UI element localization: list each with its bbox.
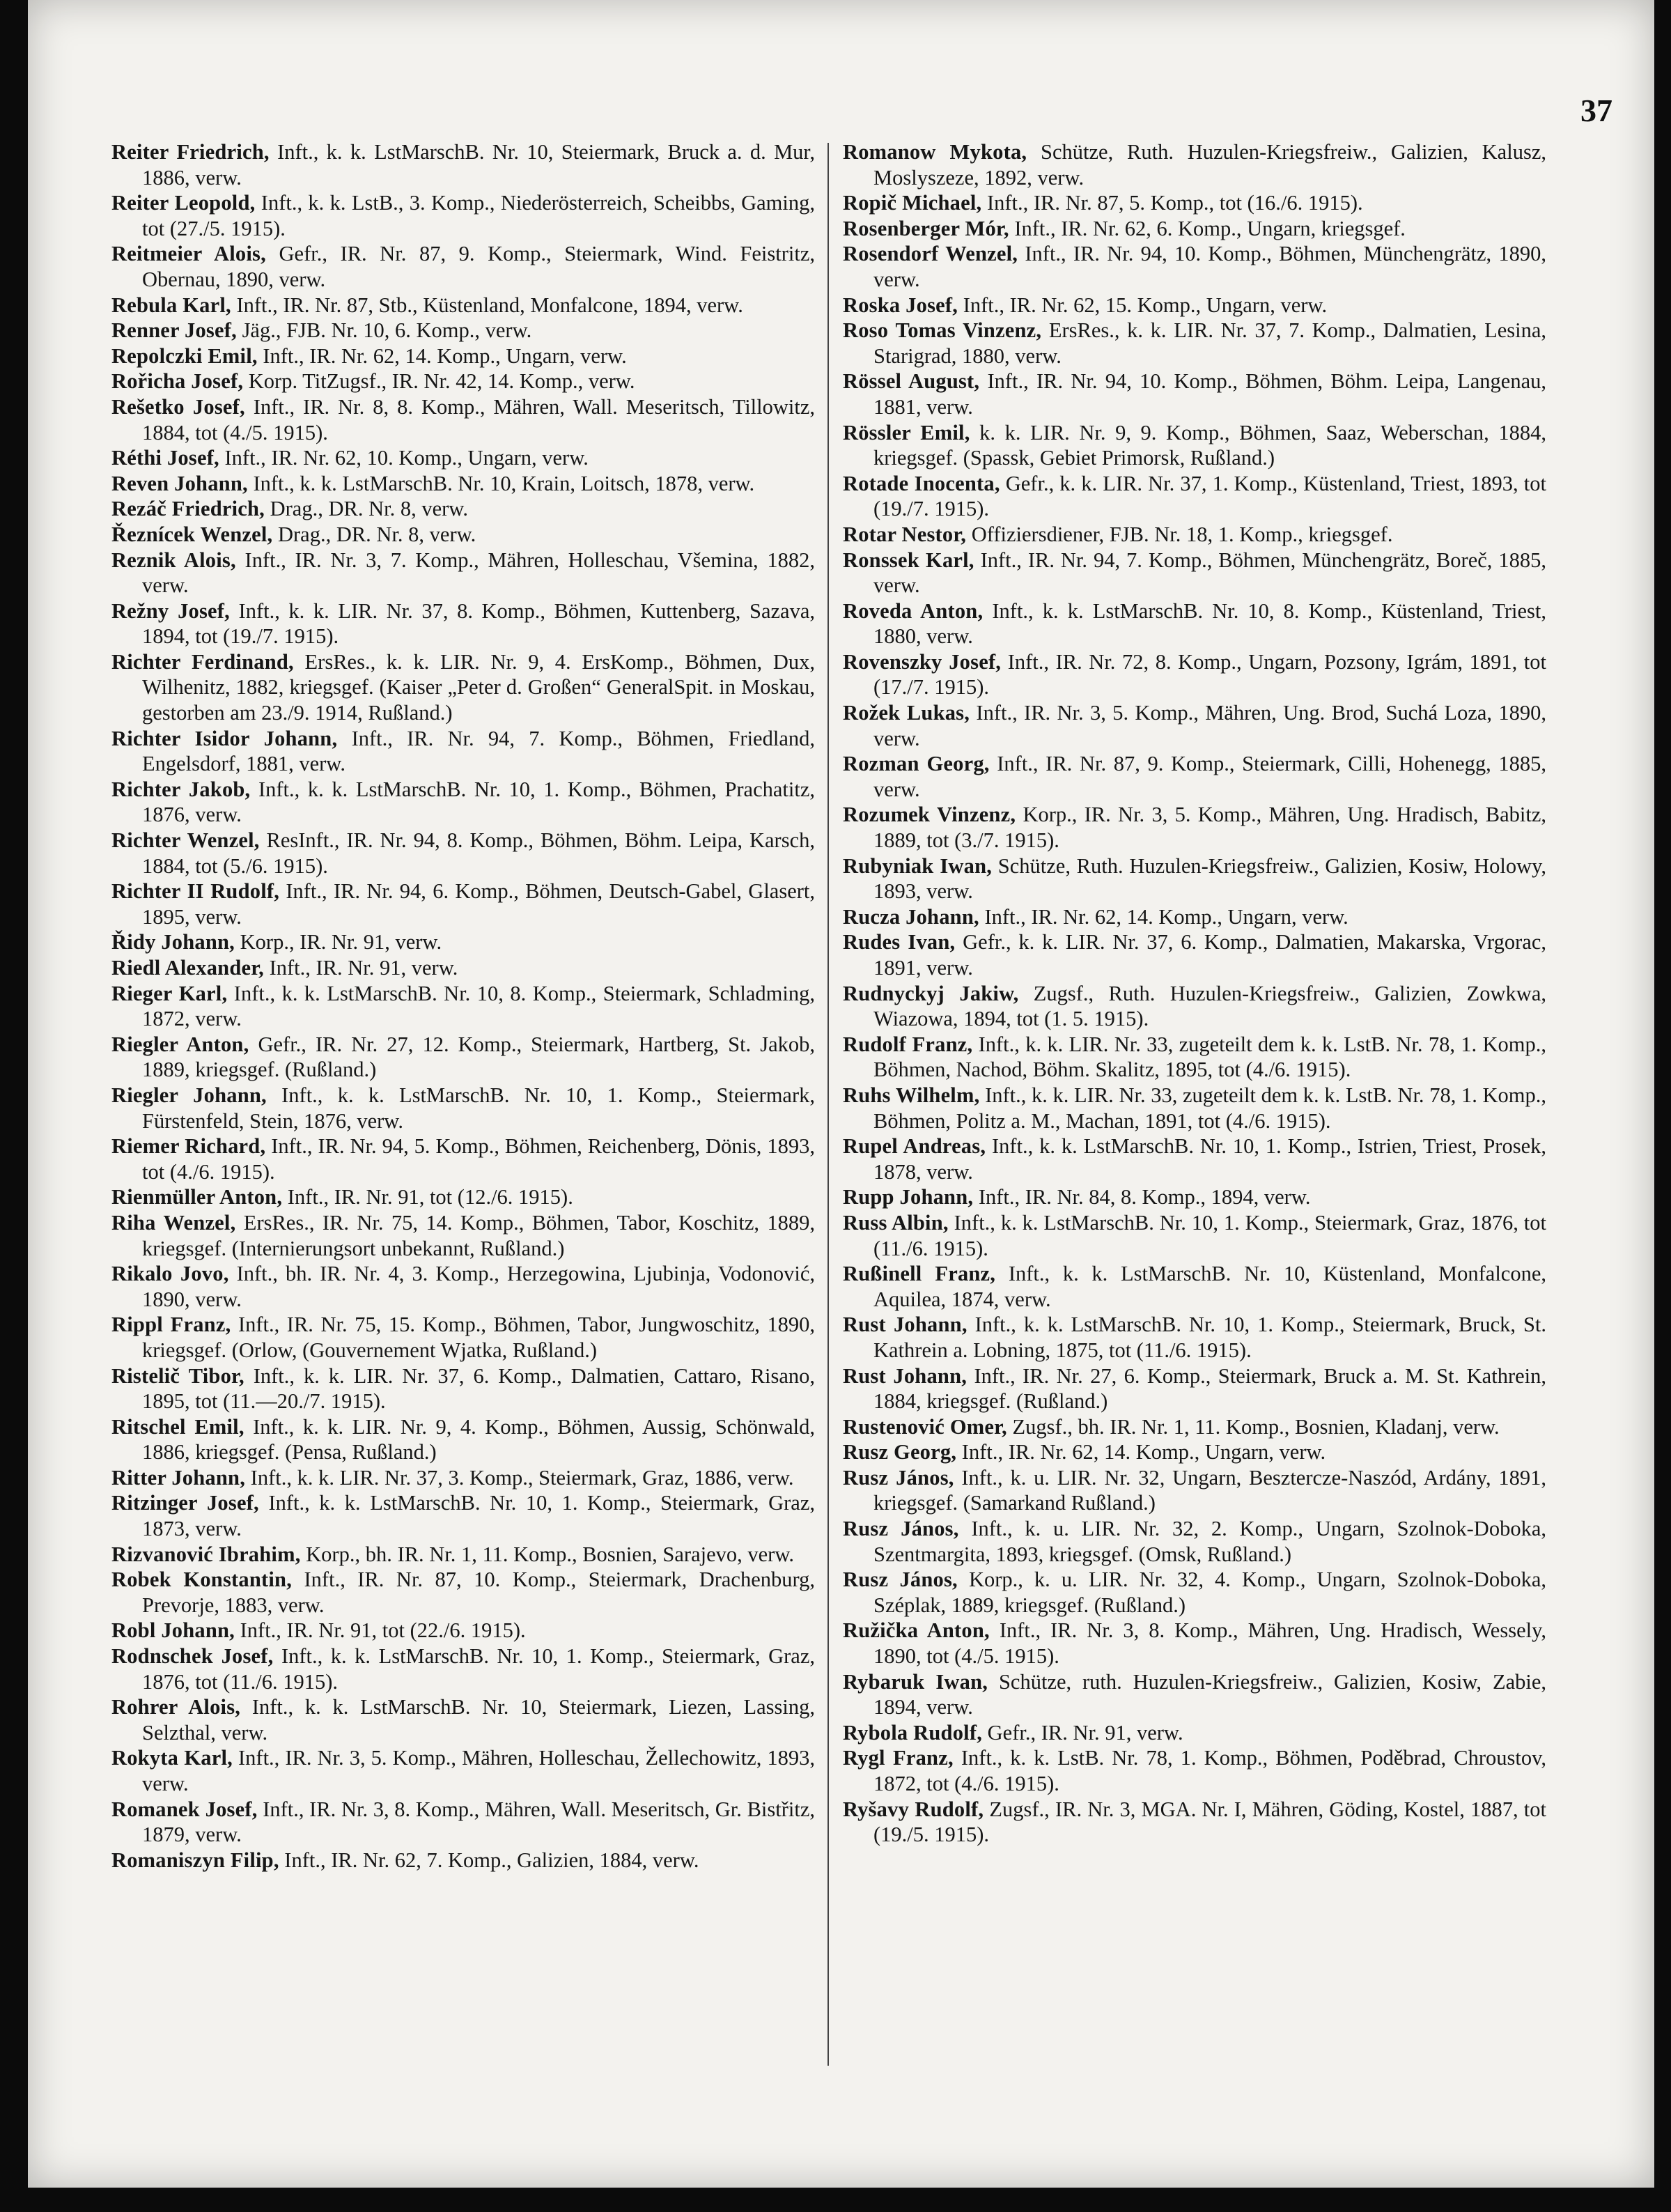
- entry-details: ErsRes., IR. Nr. 75, 14. Komp., Böhmen, Tabor, Koschitz, 1889, kriegsgef. (Internierungsort unbekannt, Rußland.): [142, 1210, 815, 1260]
- entry-details: Drag., DR. Nr. 8, verw.: [265, 497, 468, 521]
- entry-name: Rippl Franz,: [111, 1313, 231, 1337]
- casualty-entry: [111, 139, 815, 190]
- entry-details: Inft., IR. Nr. 62, 10. Komp., Ungarn, verw.: [219, 446, 589, 470]
- left-column: [111, 139, 815, 1873]
- casualty-entry: [111, 496, 815, 522]
- entry-name: Rikalo Jovo,: [111, 1262, 229, 1286]
- entry-name: Robl Johann,: [111, 1618, 235, 1643]
- casualty-entry: [843, 471, 1546, 522]
- entry-name: Rosendorf Wenzel,: [843, 242, 1018, 266]
- entry-details: Inft., k. k. LIR. Nr. 33, zugeteilt dem k. k. LstB. Nr. 78, 1. Komp., Böhmen, Politz a. M., Machan, 1891, tot (4./6. 1915).: [873, 1083, 1546, 1133]
- casualty-entry: [111, 1745, 815, 1796]
- casualty-entry: [111, 1465, 815, 1491]
- casualty-entry: [843, 190, 1546, 216]
- casualty-entry: [843, 1797, 1546, 1848]
- entry-name: Ružička Anton,: [843, 1618, 990, 1643]
- column-divider: [827, 143, 829, 2066]
- entry-name: Rustenović Omer,: [843, 1414, 1007, 1439]
- entry-details: Schütze, Ruth. Huzulen-Kriegsfreiw., Galizien, Kalusz, Moslyszeze, 1892, verw.: [873, 140, 1546, 190]
- casualty-entry: [843, 548, 1546, 598]
- entry-name: Romanow Mykota,: [843, 140, 1027, 164]
- entry-name: Riegler Johann,: [111, 1083, 267, 1107]
- entry-name: Roso Tomas Vinzenz,: [843, 318, 1042, 343]
- entry-name: Rebula Karl,: [111, 293, 231, 317]
- entry-details: Inft., IR. Nr. 62, 14. Komp., Ungarn, verw.: [979, 904, 1349, 929]
- entry-name: Rořicha Josef,: [111, 369, 244, 394]
- casualty-entry: [843, 318, 1546, 369]
- entry-details: Gefr., IR. Nr. 87, 9. Komp., Steiermark, Wind. Feistritz, Obernau, 1890, verw.: [142, 242, 815, 291]
- entry-details: Korp., IR. Nr. 3, 5. Komp., Mähren, Ung. Hradisch, Babitz, 1889, tot (3./7. 1915).: [873, 803, 1546, 853]
- entry-name: Rußinell Franz,: [843, 1262, 996, 1286]
- casualty-entry: [843, 929, 1546, 980]
- entry-name: Roveda Anton,: [843, 598, 984, 623]
- casualty-entry: [111, 1261, 815, 1312]
- entry-name: Rybaruk Iwan,: [843, 1669, 988, 1694]
- entry-details: Inft., k. k. LstMarschB. Nr. 10, 1. Komp., Steiermark, Graz, 1876, tot (11./6. 1915).: [873, 1210, 1546, 1260]
- entry-details: Inft., IR. Nr. 91, tot (22./6. 1915).: [235, 1618, 526, 1643]
- entry-details: Inft., k. k. LstMarschB. Nr. 10, 1. Komp., Steiermark, Fürstenfeld, Stein, 1876, verw.: [142, 1083, 815, 1133]
- casualty-entry: [111, 445, 815, 471]
- entry-details: Inft., IR. Nr. 91, tot (12./6. 1915).: [282, 1185, 573, 1209]
- entry-name: Reitmeier Alois,: [111, 242, 266, 266]
- entry-name: Romaniszyn Filip,: [111, 1848, 279, 1872]
- entry-details: Inft., IR. Nr. 87, Stb., Küstenland, Monfalcone, 1894, verw.: [231, 293, 743, 317]
- casualty-entry: [843, 1745, 1546, 1796]
- entry-details: Inft., IR. Nr. 94, 7. Komp., Böhmen, Friedland, Engelsdorf, 1881, verw.: [142, 726, 815, 776]
- casualty-entry: [843, 369, 1546, 419]
- entry-name: Réthi Josef,: [111, 446, 219, 470]
- entry-details: Inft., IR. Nr. 27, 6. Komp., Steiermark, Bruck a. M. St. Kathrein, 1884, kriegsgef. (Rußland.): [873, 1363, 1546, 1414]
- entry-details: Jäg., FJB. Nr. 10, 6. Komp., verw.: [236, 318, 532, 343]
- entry-name: Rygl Franz,: [843, 1746, 954, 1770]
- casualty-entry: [843, 1618, 1546, 1669]
- entry-details: Gefr., IR. Nr. 91, verw.: [982, 1720, 1183, 1745]
- entry-name: Robek Konstantin,: [111, 1568, 293, 1592]
- entry-details: Inft., k. k. LstB., 3. Komp., Niederösterreich, Scheibbs, Gaming, tot (27./5. 1915).: [142, 191, 815, 240]
- entry-details: Inft., k. k. LstMarschB. Nr. 10, 1. Komp., Böhmen, Prachatitz, 1876, verw.: [142, 777, 816, 827]
- entry-name: Rožek Lukas,: [843, 701, 970, 725]
- entry-details: ResInft., IR. Nr. 94, 8. Komp., Böhmen, Böhm. Leipa, Karsch, 1884, tot (5./6. 1915).: [142, 828, 815, 878]
- casualty-entry: [111, 318, 815, 343]
- casualty-entry: [843, 1312, 1546, 1363]
- entry-details: Inft., IR. Nr. 62, 15. Komp., Ungarn, verw.: [958, 293, 1328, 317]
- entry-details: Inft., IR. Nr. 62, 7. Komp., Galizien, 1884, verw.: [279, 1848, 699, 1872]
- entry-details: Inft., k. k. LstMarschB. Nr. 10, Steiermark, Bruck a. d. Mur, 1886, verw.: [142, 140, 815, 190]
- entry-name: Rucza Johann,: [843, 904, 979, 929]
- entry-details: Inft., IR. Nr. 94, 5. Komp., Böhmen, Reichenberg, Dönis, 1893, tot (4./6. 1915).: [142, 1134, 815, 1184]
- casualty-entry: [843, 1567, 1546, 1618]
- entry-name: Řeznícek Wenzel,: [111, 522, 273, 546]
- entry-details: Inft., k. k. LstMarschB. Nr. 10, 1. Komp., Steiermark, Graz, 1876, tot (11./6. 1915).: [142, 1644, 815, 1694]
- entry-details: Inft., k. k. LIR. Nr. 33, zugeteilt dem k. k. LstB. Nr. 78, 1. Komp., Böhmen, Nachod, Böhm. Skalitz, 1895, tot (4./6. 1915).: [873, 1032, 1546, 1082]
- entry-name: Renner Josef,: [111, 318, 237, 343]
- casualty-entry: [111, 1083, 815, 1134]
- right-column: [843, 139, 1546, 1848]
- entry-name: Rössel August,: [843, 369, 980, 394]
- entry-name: Ronssek Karl,: [843, 548, 974, 572]
- casualty-entry: [843, 1083, 1546, 1134]
- entry-name: Rudolf Franz,: [843, 1032, 973, 1056]
- entry-name: Richter Isidor Johann,: [111, 726, 338, 750]
- entry-details: Inft., IR. Nr. 62, 14. Komp., Ungarn, verw.: [956, 1440, 1326, 1464]
- entry-details: Inft., k. u. LIR. Nr. 32, Ungarn, Besztercze-Naszód, Ardány, 1891, kriegsgef. (Samarkand Rußland.): [873, 1465, 1546, 1515]
- entry-name: Ryšavy Rudolf,: [843, 1797, 984, 1821]
- entry-name: Řidy Johann,: [111, 930, 235, 954]
- casualty-entry: [111, 1210, 815, 1261]
- entry-name: Rozumek Vinzenz,: [843, 803, 1016, 827]
- entry-name: Reznik Alois,: [111, 548, 236, 572]
- casualty-entry: [111, 190, 815, 241]
- casualty-entry: [111, 1542, 815, 1568]
- entry-name: Riegler Anton,: [111, 1032, 249, 1056]
- entry-details: Inft., bh. IR. Nr. 4, 3. Komp., Herzegowina, Ljubinja, Vodonović, 1890, verw.: [142, 1262, 815, 1311]
- entry-name: Russ Albin,: [843, 1210, 949, 1235]
- casualty-entry: [111, 343, 815, 369]
- casualty-entry: [111, 1363, 815, 1414]
- entry-details: Inft., k. k. LstMarschB. Nr. 10, 8. Komp., Küstenland, Triest, 1880, verw.: [873, 598, 1546, 649]
- entry-name: Rybola Rudolf,: [843, 1720, 983, 1745]
- entry-details: Inft., IR. Nr. 91, verw.: [263, 956, 458, 980]
- casualty-entry: [843, 522, 1546, 548]
- casualty-entry: [843, 293, 1546, 318]
- casualty-entry: [843, 1184, 1546, 1210]
- entry-name: Rotar Nestor,: [843, 522, 967, 546]
- entry-name: Richter Wenzel,: [111, 828, 260, 853]
- entry-details: Inft., k. k. LstB. Nr. 78, 1. Komp., Böhmen, Poděbrad, Chroustov, 1872, tot (4./6. 1915).: [873, 1746, 1547, 1795]
- entry-name: Rupp Johann,: [843, 1185, 974, 1209]
- entry-details: Inft., IR. Nr. 62, 14. Komp., Ungarn, verw.: [257, 343, 627, 368]
- casualty-entry: [111, 1032, 815, 1083]
- entry-details: Inft., IR. Nr. 8, 8. Komp., Mähren, Wall. Meseritsch, Tillowitz, 1884, tot (4./5. 1915).: [142, 394, 816, 444]
- casualty-entry: [843, 216, 1546, 242]
- entry-name: Ruhs Wilhelm,: [843, 1083, 980, 1107]
- entry-details: Gefr., k. k. LIR. Nr. 37, 6. Komp., Dalmatien, Makarska, Vrgorac, 1891, verw.: [873, 930, 1546, 980]
- casualty-entry: [111, 1414, 815, 1465]
- entry-name: Riha Wenzel,: [111, 1210, 236, 1235]
- casualty-entry: [843, 1414, 1546, 1440]
- entry-details: Korp. TitZugsf., IR. Nr. 42, 14. Komp., verw.: [243, 369, 635, 394]
- casualty-entry: [111, 522, 815, 548]
- casualty-entry: [843, 1720, 1546, 1746]
- entry-name: Ritter Johann,: [111, 1465, 246, 1490]
- entry-name: Rössler Emil,: [843, 420, 970, 444]
- casualty-entry: [111, 293, 815, 318]
- casualty-entry: [843, 1032, 1546, 1083]
- casualty-entry: [843, 1516, 1546, 1567]
- entry-name: Richter II Rudolf,: [111, 879, 280, 904]
- entry-name: Reven Johann,: [111, 471, 248, 495]
- entry-name: Rusz János,: [843, 1465, 954, 1490]
- casualty-entry: [843, 751, 1546, 802]
- entry-name: Rupel Andreas,: [843, 1134, 986, 1159]
- entry-name: Rusz János,: [843, 1568, 958, 1592]
- casualty-entry: [843, 1669, 1546, 1720]
- entry-details: Inft., IR. Nr. 94, 7. Komp., Böhmen, Münchengrätz, Boreč, 1885, verw.: [873, 548, 1546, 598]
- entry-name: Rieger Karl,: [111, 981, 228, 1005]
- entry-name: Rust Johann,: [843, 1313, 967, 1337]
- entry-name: Rodnschek Josef,: [111, 1644, 274, 1669]
- entry-name: Rubyniak Iwan,: [843, 853, 993, 878]
- casualty-entry: [843, 1261, 1546, 1312]
- entry-name: Rozman Georg,: [843, 752, 990, 776]
- entry-name: Rohrer Alois,: [111, 1695, 241, 1719]
- entry-name: Režny Josef,: [111, 598, 230, 623]
- entry-name: Rešetko Josef,: [111, 394, 245, 419]
- casualty-entry: [111, 777, 815, 828]
- casualty-entry: [111, 1643, 815, 1694]
- entry-name: Rusz Georg,: [843, 1440, 957, 1464]
- casualty-entry: [111, 598, 815, 649]
- entry-name: Rust Johann,: [843, 1363, 967, 1388]
- entry-details: Offiziersdiener, FJB. Nr. 18, 1. Komp., kriegsgef.: [966, 522, 1393, 546]
- entry-details: Inft., k. k. LstMarschB. Nr. 10, 8. Komp., Steiermark, Schladming, 1872, verw.: [142, 981, 815, 1031]
- casualty-entry: [111, 1567, 815, 1618]
- entry-name: Rokyta Karl,: [111, 1746, 233, 1770]
- entry-name: Rusz János,: [843, 1517, 959, 1541]
- casualty-entry: [111, 955, 815, 981]
- casualty-entry: [111, 929, 815, 955]
- casualty-entry: [111, 1618, 815, 1643]
- casualty-entry: [111, 1312, 815, 1363]
- entry-details: Korp., IR. Nr. 91, verw.: [235, 930, 442, 954]
- entry-details: Inft., IR. Nr. 87, 9. Komp., Steiermark, Cilli, Hohenegg, 1885, verw.: [873, 752, 1546, 801]
- entry-details: Inft., IR. Nr. 84, 8. Komp., 1894, verw.: [973, 1185, 1311, 1209]
- entry-details: Inft., IR. Nr. 94, 6. Komp., Böhmen, Deutsch-Gabel, Glasert, 1895, verw.: [142, 879, 815, 929]
- casualty-entry: [843, 802, 1546, 853]
- entry-details: Inft., k. u. LIR. Nr. 32, 2. Komp., Ungarn, Szolnok-Doboka, Szentmargita, 1893, kriegsgef. (Omsk, Rußland.): [873, 1517, 1546, 1566]
- casualty-entry: [843, 1439, 1546, 1465]
- entry-name: Roska Josef,: [843, 293, 958, 317]
- casualty-entry: [843, 649, 1546, 700]
- entry-details: Inft., IR. Nr. 3, 5. Komp., Mähren, Holleschau, Žellechowitz, 1893, verw.: [142, 1746, 816, 1795]
- casualty-entry: [111, 471, 815, 497]
- entry-details: Inft., IR. Nr. 94, 10. Komp., Böhmen, Münchengrätz, 1890, verw.: [873, 242, 1546, 291]
- entry-details: Inft., k. k. LstMarschB. Nr. 10, 1. Komp., Steiermark, Bruck, St. Kathrein a. Lobning, 1875, tot (11./6. 1915).: [873, 1313, 1547, 1362]
- entry-name: Riemer Richard,: [111, 1134, 266, 1159]
- entry-details: Inft., IR. Nr. 3, 7. Komp., Mähren, Holleschau, Všemina, 1882, verw.: [142, 548, 816, 598]
- entry-name: Ristelič Tibor,: [111, 1363, 244, 1388]
- casualty-entry: [843, 981, 1546, 1032]
- entry-details: Zugsf., Ruth. Huzulen-Kriegsfreiw., Galizien, Zowkwa, Wiazowa, 1894, tot (1. 5. 1915).: [873, 981, 1546, 1031]
- entry-details: ErsRes., k. k. LIR. Nr. 37, 7. Komp., Dalmatien, Lesina, Starigrad, 1880, verw.: [873, 318, 1546, 368]
- entry-name: Reiter Leopold,: [111, 191, 256, 215]
- entry-details: Schütze, Ruth. Huzulen-Kriegsfreiw., Galizien, Kosiw, Holowy, 1893, verw.: [873, 853, 1546, 904]
- entry-details: Inft., IR. Nr. 3, 5. Komp., Mähren, Ung. Brod, Suchá Loza, 1890, verw.: [873, 701, 1546, 750]
- entry-name: Repolczki Emil,: [111, 343, 258, 368]
- entry-details: Inft., IR. Nr. 72, 8. Komp., Ungarn, Pozsony, Igrám, 1891, tot (17./7. 1915).: [873, 649, 1546, 699]
- entry-name: Richter Jakob,: [111, 777, 251, 801]
- casualty-entry: [843, 1465, 1546, 1516]
- casualty-entry: [111, 241, 815, 292]
- casualty-entry: [843, 1134, 1546, 1184]
- page-number: 37: [1580, 93, 1612, 128]
- casualty-entry: [111, 1490, 815, 1541]
- entry-details: Zugsf., bh. IR. Nr. 1, 11. Komp., Bosnien, Kladanj, verw.: [1007, 1414, 1500, 1439]
- entry-name: Rizvanović Ibrahim,: [111, 1542, 301, 1566]
- entry-name: Rovenszky Josef,: [843, 649, 1002, 674]
- casualty-entry: [843, 904, 1546, 930]
- casualty-entry: [111, 369, 815, 394]
- entry-details: Inft., IR. Nr. 87, 5. Komp., tot (16./6. 1915).: [981, 191, 1363, 215]
- entry-details: Schütze, ruth. Huzulen-Kriegsfreiw., Galizien, Kosiw, Zabie, 1894, verw.: [873, 1669, 1546, 1719]
- entry-details: Inft., IR. Nr. 3, 8. Komp., Mähren, Wall. Meseritsch, Gr. Bistřitz, 1879, verw.: [142, 1797, 815, 1847]
- casualty-entry: [111, 726, 815, 777]
- entry-details: Zugsf., IR. Nr. 3, MGA. Nr. I, Mähren, Göding, Kostel, 1887, tot (19./5. 1915).: [873, 1797, 1546, 1847]
- entry-details: Inft., k. k. LstMarschB. Nr. 10, Krain, Loitsch, 1878, verw.: [247, 471, 755, 495]
- casualty-entry: [843, 598, 1546, 649]
- entry-details: Inft., IR. Nr. 87, 10. Komp., Steiermark, Drachenburg, Prevorje, 1883, verw.: [142, 1568, 815, 1617]
- entry-details: Inft., IR. Nr. 3, 8. Komp., Mähren, Ung. Hradisch, Wessely, 1890, tot (4./5. 1915).: [873, 1618, 1546, 1669]
- entry-details: Inft., k. k. LIR. Nr. 9, 4. Komp., Böhmen, Aussig, Schönwald, 1886, kriegsgef. (Pensa, Rußland.): [142, 1414, 815, 1464]
- casualty-entry: [843, 853, 1546, 904]
- entry-details: Inft., k. k. LIR. Nr. 37, 8. Komp., Böhmen, Kuttenberg, Sazava, 1894, tot (19./7. 1915).: [142, 598, 815, 649]
- entry-details: Korp., k. u. LIR. Nr. 32, 4. Komp., Ungarn, Szolnok-Doboka, Széplak, 1889, kriegsgef. (Rußland.): [873, 1568, 1546, 1617]
- entry-details: Inft., k. k. LstMarschB. Nr. 10, Steiermark, Liezen, Lassing, Selzthal, verw.: [142, 1695, 815, 1745]
- casualty-entry: [111, 394, 815, 445]
- entry-name: Rudnyckyj Jakiw,: [843, 981, 1019, 1005]
- entry-details: Inft., k. k. LIR. Nr. 37, 3. Komp., Steiermark, Graz, 1886, verw.: [245, 1465, 794, 1490]
- casualty-entry: [111, 1848, 815, 1873]
- casualty-entry: [111, 981, 815, 1032]
- entry-name: Rienmüller Anton,: [111, 1185, 283, 1209]
- entry-details: Inft., k. k. LIR. Nr. 37, 6. Komp., Dalmatien, Cattaro, Risano, 1895, tot (11.—20./7. 1915).: [142, 1363, 816, 1414]
- entry-details: Gefr., IR. Nr. 27, 12. Komp., Steiermark, Hartberg, St. Jakob, 1889, kriegsgef. (Rußland.): [142, 1032, 816, 1082]
- entry-details: Inft., IR. Nr. 75, 15. Komp., Böhmen, Tabor, Jungwoschitz, 1890, kriegsgef. (Orlow, (Gouvernement Wjatka, Rußland.): [142, 1313, 816, 1362]
- entry-details: Inft., IR. Nr. 94, 10. Komp., Böhmen, Böhm. Leipa, Langenau, 1881, verw.: [873, 369, 1546, 419]
- casualty-entry: [111, 1797, 815, 1848]
- entry-details: Gefr., k. k. LIR. Nr. 37, 1. Komp., Küstenland, Triest, 1893, tot (19./7. 1915).: [873, 471, 1546, 521]
- entry-name: Romanek Josef,: [111, 1797, 258, 1821]
- casualty-entry: [843, 1363, 1546, 1414]
- casualty-entry: [111, 1134, 815, 1184]
- entry-name: Ritzinger Josef,: [111, 1491, 259, 1515]
- casualty-entry: [111, 879, 815, 929]
- casualty-entry: [843, 420, 1546, 471]
- entry-details: Korp., bh. IR. Nr. 1, 11. Komp., Bosnien, Sarajevo, verw.: [300, 1542, 795, 1566]
- entry-details: Inft., k. k. LstMarschB. Nr. 10, Küstenland, Monfalcone, Aquilea, 1874, verw.: [873, 1262, 1546, 1311]
- entry-details: k. k. LIR. Nr. 9, 9. Komp., Böhmen, Saaz, Weberschan, 1884, kriegsgef. (Spassk, Gebiet Primorsk, Rußland.): [873, 420, 1547, 470]
- entry-name: Richter Ferdinand,: [111, 649, 294, 674]
- entry-details: Inft., k. k. LstMarschB. Nr. 10, 1. Komp., Steiermark, Graz, 1873, verw.: [142, 1491, 815, 1541]
- casualty-entry: [111, 1184, 815, 1210]
- entry-name: Ritschel Emil,: [111, 1414, 244, 1439]
- entry-name: Rosenberger Mór,: [843, 216, 1009, 240]
- entry-name: Reiter Friedrich,: [111, 140, 270, 164]
- entry-details: ErsRes., k. k. LIR. Nr. 9, 4. ErsKomp., Böhmen, Dux, Wilhenitz, 1882, kriegsgef. (Kaiser „Peter d. Großen“ GeneralSpit. in Moskau, gestorben am 23./9. 1914, Rußland.): [142, 649, 816, 725]
- entry-name: Riedl Alexander,: [111, 956, 264, 980]
- casualty-entry: [111, 1694, 815, 1745]
- casualty-entry: [111, 828, 815, 879]
- entry-name: Rotade Inocenta,: [843, 471, 1000, 495]
- entry-details: Drag., DR. Nr. 8, verw.: [272, 522, 476, 546]
- casualty-entry: [111, 649, 815, 726]
- paper-sheet: [28, 0, 1654, 2188]
- entry-details: Inft., k. k. LstMarschB. Nr. 10, 1. Komp., Istrien, Triest, Prosek, 1878, verw.: [873, 1134, 1546, 1184]
- casualty-entry: [843, 700, 1546, 751]
- casualty-entry: [843, 139, 1546, 190]
- entry-name: Ropič Michael,: [843, 191, 982, 215]
- casualty-entry: [111, 548, 815, 598]
- casualty-entry: [843, 1210, 1546, 1261]
- entry-details: Inft., IR. Nr. 62, 6. Komp., Ungarn, kriegsgef.: [1009, 216, 1406, 240]
- entry-name: Rudes Ivan,: [843, 930, 956, 954]
- casualty-entry: [843, 241, 1546, 292]
- entry-name: Rezáč Friedrich,: [111, 497, 265, 521]
